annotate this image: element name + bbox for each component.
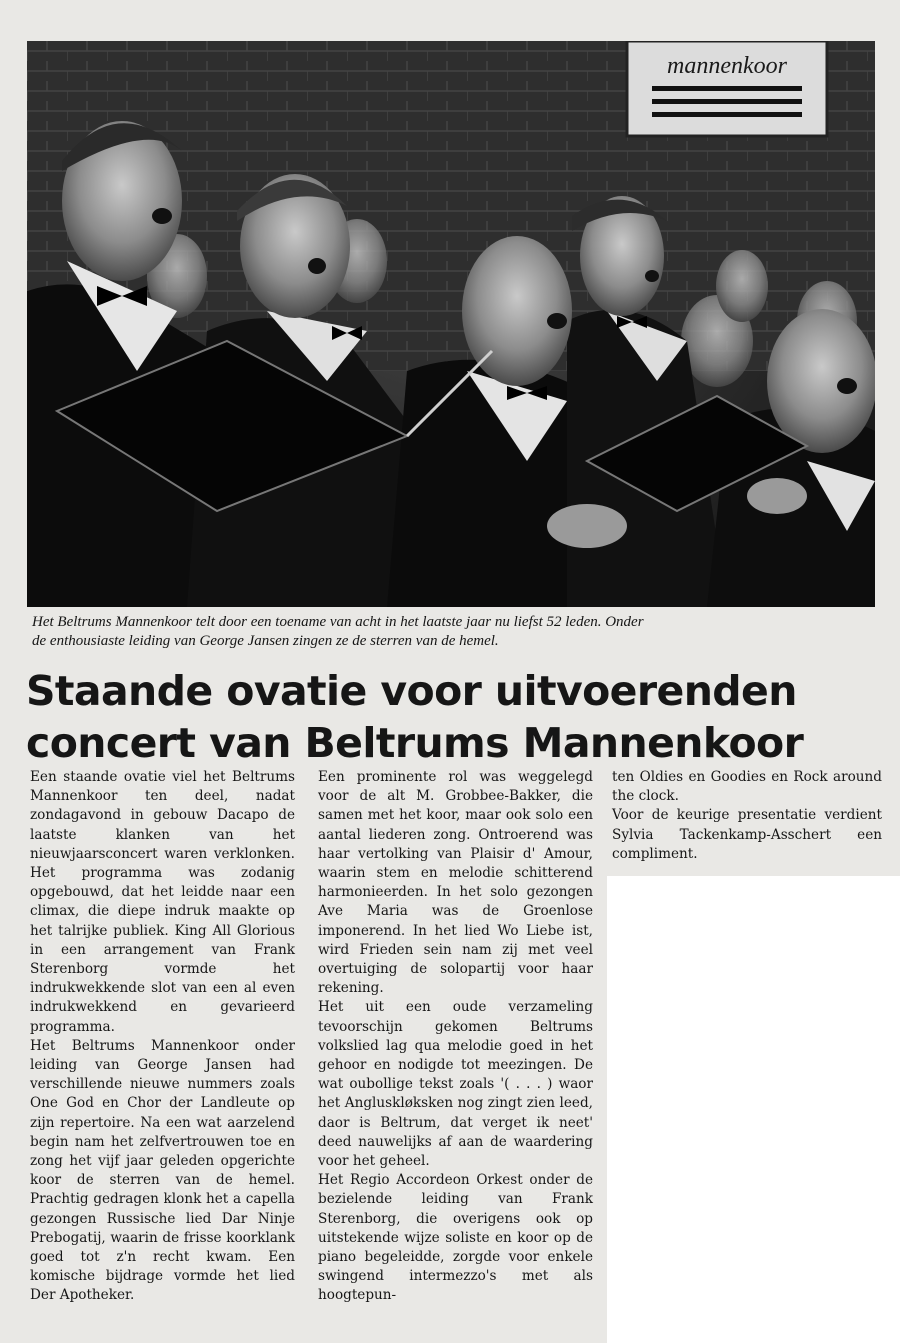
choir-sign <box>627 41 827 136</box>
paragraph: ten Oldies en Goodies en Rock around the clock. <box>612 769 882 805</box>
paragraph: Een staande ovatie viel het Beltrums Mannenkoor ten deel, nadat zondagavond in gebouw Dacapo de laatste klanken van het nieuwjaarsconcert waren verklonken. Het programma was zodanig opgebouwd, dat het leidde naar een climax, die diepe indruk maakte op het talrijke publiek. King All Glorious in een arrangement van Frank Sterenborg vormde het indrukwekkende slot van een al even indrukwekkend en gevarieerd programma. <box>30 769 295 1035</box>
photo-caption <box>32 613 882 651</box>
choir-photo <box>27 41 875 607</box>
headline-line-1: Staande ovatie voor uitvoerenden <box>26 667 797 715</box>
paragraph: Een prominente rol was weggelegd voor de alt M. Grobbee-Bakker, die samen met het koor, maar ook solo een aantal liederen zong. Ontroerend was haar vertolking van Plaisir d' Amour, waarin stem en melodie schitterend harmonieerden. In het solo gezongen Ave Maria was de Groenlose imponerend. In het lied Wo Liebe ist, wird Frieden sein nam zij met veel overtuiging de solopartij voor haar rekening. <box>318 769 593 997</box>
article-headline <box>26 665 886 769</box>
headline-line-2: concert van Beltrums Mannenkoor <box>26 719 804 767</box>
article-column-3 <box>612 768 882 864</box>
blank-area <box>607 876 900 1343</box>
paragraph: Het Regio Accordeon Orkest onder de bezielende leiding van Frank Sterenborg, die overigens ook op uitstekende wijze soliste en koor op de piano begeleidde, zorgde voor enkele swingend intermezzo's met als hoogtepun- <box>318 1172 593 1304</box>
article-column-1 <box>30 768 295 1306</box>
caption-line-2: de enthousiaste leiding van George Jansen zingen ze de sterren van de hemel. <box>32 633 499 649</box>
article-column-2 <box>318 768 593 1306</box>
caption-line-1: Het Beltrums Mannenkoor telt door een toename van acht in het laatste jaar nu liefst 52 leden. Onder <box>32 614 644 630</box>
paragraph: Voor de keurige presentatie verdient Sylvia Tackenkamp-Asschert een compliment. <box>612 807 882 862</box>
paragraph: Het Beltrums Mannenkoor onder leiding van George Jansen had verschillende nieuwe nummers zoals One God en Chor der Landleute op zijn repertoire. Na een wat aarzelend begin nam het zelfvertrouwen toe en zong het vijf jaar geleden opgerichte koor de sterren van de hemel. Prachtig gedragen klonk het a capella gezongen Russische lied Dar Ninje Prebogatij, waarin de frisse koorklank goed tot z'n recht kwam. Een komische bijdrage vormde het lied Der Apotheker. <box>30 1037 295 1304</box>
paragraph: Het uit een oude verzameling tevoorschijn gekomen Beltrums volkslied lag qua melodie goed in het gehoor en nodigde tot meezingen. De wat oubollige tekst zoals '( . . . ) waor het Angluskløksken nog zingt zien leed, daor is Beltrum, dat verget ik neet' deed nauwelijks af aan de waardering voor het geheel. <box>318 999 593 1170</box>
sign-label: mannenkoor <box>667 53 787 79</box>
